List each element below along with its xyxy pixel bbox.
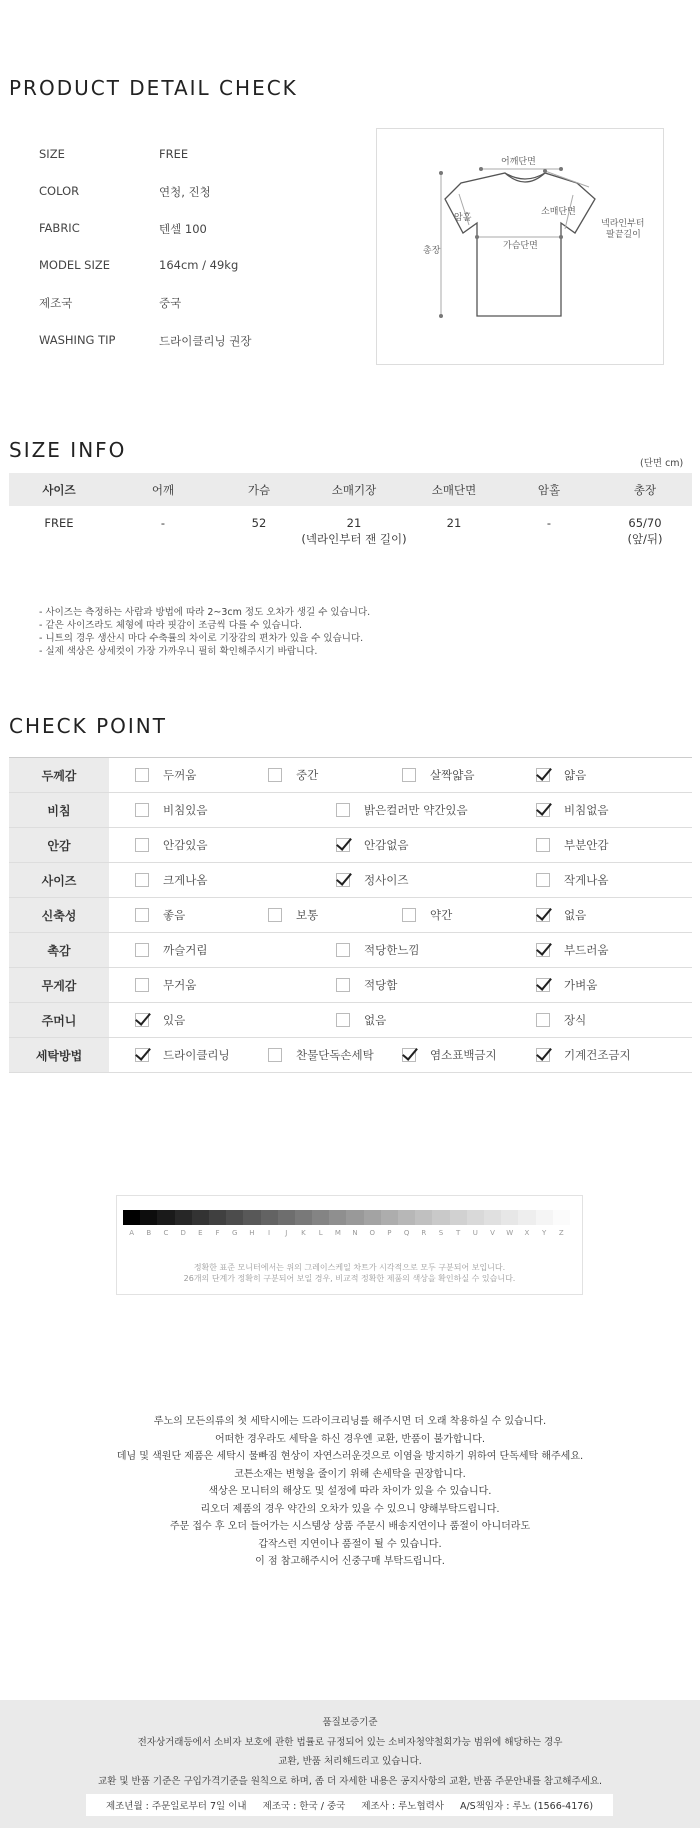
check-option[interactable] — [536, 758, 586, 792]
checkbox[interactable] — [536, 1013, 550, 1027]
footer-line: 전자상거래등에서 소비자 보호에 관한 법률로 규정되어 있는 소비자청약철회가능 범위에 해당하는 경우 — [137, 1736, 563, 1748]
size-note: - 같은 사이즈라도 체형에 따라 핏감이 조금씩 다를 수 있습니다. — [39, 620, 303, 631]
checkbox-checked[interactable] — [536, 908, 550, 922]
checkbox[interactable] — [135, 873, 149, 887]
check-option[interactable] — [536, 933, 608, 967]
checkbox-checked[interactable] — [336, 873, 350, 887]
check-option[interactable] — [336, 1003, 386, 1037]
check-option[interactable] — [336, 933, 420, 967]
detail-value: 164cm / 49kg — [159, 258, 239, 272]
checkbox-checked[interactable] — [536, 943, 550, 957]
detail-label: FABRIC — [39, 221, 80, 235]
detail-label: SIZE — [39, 147, 65, 161]
care-line: 어떠한 경우라도 세탁을 하신 경우엔 교환, 반품이 불가합니다. — [214, 1433, 486, 1445]
length-label: 총장 — [423, 246, 441, 256]
checkbox-checked[interactable] — [536, 1048, 550, 1062]
grayscale-letter: A — [129, 1229, 134, 1237]
size-cell-note: (넥라인부터 잰 길이) — [301, 532, 407, 546]
care-line: 데님 및 색원단 제품은 세탁시 물빠짐 현상이 자연스러운것으로 이염을 방지하기 위하여 단독세탁 해주세요. — [116, 1451, 584, 1462]
sleeve-width-label: 소매단면 — [541, 207, 576, 217]
check-option[interactable] — [135, 758, 196, 792]
grayscale-letter: Y — [541, 1229, 547, 1237]
checkbox[interactable] — [135, 768, 149, 782]
checkbox[interactable] — [135, 978, 149, 992]
grayscale-letter: D — [180, 1229, 186, 1237]
check-option[interactable] — [536, 863, 608, 897]
check-row-lining — [9, 828, 692, 863]
check-option[interactable] — [336, 793, 468, 827]
detail-value: 중국 — [159, 296, 182, 310]
grayscale-letter: O — [369, 1229, 375, 1237]
shoulder-label: 어깨단면 — [501, 157, 536, 167]
grayscale-letter: C — [163, 1229, 169, 1237]
check-point-title: CHECK POINT — [9, 714, 167, 738]
checkbox[interactable] — [135, 838, 149, 852]
detail-label: MODEL SIZE — [39, 258, 110, 272]
check-option[interactable] — [336, 863, 408, 897]
product-detail-title: PRODUCT DETAIL CHECK — [9, 76, 298, 100]
check-option[interactable] — [135, 828, 207, 862]
grayscale-letter: J — [285, 1229, 288, 1237]
footer-info-bar — [86, 1794, 613, 1816]
check-option[interactable] — [402, 758, 474, 792]
grayscale-letter: N — [352, 1229, 358, 1237]
grayscale-strip — [123, 1210, 570, 1225]
check-option-label: 무거움 — [163, 978, 197, 992]
footer-info-item: 제조국 : 한국 / 중국 — [262, 1801, 346, 1812]
check-row-label: 무게감 — [9, 968, 109, 1002]
check-option[interactable] — [536, 793, 608, 827]
grayscale-letter: U — [472, 1229, 478, 1237]
checkbox[interactable] — [135, 803, 149, 817]
check-option-label: 부드러움 — [564, 943, 609, 957]
size-cell: FREE — [44, 516, 74, 530]
grayscale-letter: S — [438, 1229, 444, 1237]
checkbox-checked[interactable] — [336, 838, 350, 852]
checkbox[interactable] — [135, 908, 149, 922]
grayscale-letter: M — [334, 1229, 341, 1237]
check-option-label: 기계건조금지 — [564, 1048, 631, 1062]
check-option-label: 얇음 — [564, 768, 587, 782]
checkbox-checked[interactable] — [135, 1048, 149, 1062]
grayscale-letter: W — [506, 1229, 514, 1237]
quality-guarantee-footer — [0, 1700, 700, 1828]
size-cell: 21 — [446, 516, 462, 530]
grayscale-letter: G — [232, 1229, 238, 1237]
check-option[interactable] — [536, 828, 608, 862]
checkbox-checked[interactable] — [135, 1013, 149, 1027]
check-option[interactable] — [135, 933, 207, 967]
size-cell: - — [546, 516, 552, 530]
check-option[interactable] — [336, 828, 408, 862]
checkbox[interactable] — [336, 978, 350, 992]
checkbox[interactable] — [536, 873, 550, 887]
check-row-label: 두께감 — [9, 758, 109, 792]
check-option[interactable] — [135, 898, 185, 932]
care-line: 이 점 참고해주시어 신중구매 부탁드립니다. — [255, 1556, 445, 1567]
check-option[interactable] — [135, 1038, 230, 1072]
check-row-touch — [9, 933, 692, 968]
check-option[interactable] — [135, 1003, 185, 1037]
checkbox[interactable] — [402, 908, 416, 922]
size-header-cell: 가슴 — [247, 483, 271, 497]
footer-line: 교환, 반품 처리해드리고 있습니다. — [278, 1756, 422, 1767]
care-line: 루노의 모든의류의 첫 세탁시에는 드라이크리닝를 해주시면 더 오래 착용하실 수 있습니다. — [153, 1416, 547, 1427]
grayscale-letter: P — [387, 1229, 392, 1237]
grayscale-letter: F — [215, 1229, 220, 1237]
detail-label: COLOR — [39, 184, 80, 198]
check-row-weight — [9, 968, 692, 1003]
footer-text — [0, 1713, 700, 1791]
checkbox[interactable] — [268, 768, 282, 782]
checkbox[interactable] — [336, 803, 350, 817]
detail-label: 제조국 — [39, 296, 73, 310]
grayscale-chart — [116, 1195, 583, 1295]
size-header-cell: 암홀 — [537, 483, 561, 497]
check-row-wash-method — [9, 1038, 692, 1073]
footer-info-item: 제조년월 : 주문일로부터 7일 이내 — [105, 1801, 247, 1812]
size-cell-note: (앞/뒤) — [627, 532, 663, 546]
detail-value: FREE — [159, 147, 189, 161]
size-header-cell: 사이즈 — [42, 483, 76, 497]
grayscale-letters — [123, 1229, 570, 1239]
check-row-label: 세탁방법 — [9, 1038, 109, 1072]
check-option-label: 까슬거림 — [163, 943, 208, 957]
footer-line: 교환 및 반품 기준은 구입가격기준을 원칙으로 하며, 좀 더 자세한 내용은 공지사항의 교환, 반품 주문안내를 참고해주세요. — [97, 1775, 603, 1787]
check-option[interactable] — [268, 1038, 374, 1072]
size-header-cell: 소매기장 — [331, 483, 377, 497]
check-option-label: 찬물단독손세탁 — [296, 1048, 374, 1062]
check-option-label: 밝은컬러만 약간있음 — [364, 803, 468, 817]
checkbox[interactable] — [135, 943, 149, 957]
check-option-label: 좋음 — [163, 908, 186, 922]
check-option[interactable] — [536, 1038, 631, 1072]
check-option-label: 크게나옴 — [163, 873, 208, 887]
check-option[interactable] — [536, 1003, 586, 1037]
tshirt-measure-diagram — [376, 128, 664, 365]
footer-info-item: A/S책임자 : 루노 (1566-4176) — [459, 1801, 594, 1812]
check-option[interactable] — [402, 898, 452, 932]
size-cell: 65/70 — [628, 516, 662, 530]
care-line: 리오더 제품의 경우 약간의 오차가 있을 수 있으니 양해부탁드립니다. — [200, 1503, 500, 1515]
grayscale-letter: H — [249, 1229, 255, 1237]
grayscale-letter: R — [421, 1229, 427, 1237]
check-option-label: 두꺼움 — [163, 768, 197, 782]
size-header-cell: 소매단면 — [431, 483, 477, 497]
care-line: 색상은 모니터의 해상도 및 설정에 따라 차이가 있을 수 있습니다. — [208, 1486, 492, 1497]
detail-label: WASHING TIP — [39, 333, 116, 347]
check-option-label: 부분안감 — [564, 838, 609, 852]
size-table-header — [9, 473, 692, 506]
check-row-thickness — [9, 758, 692, 793]
grayscale-letter: B — [146, 1229, 152, 1237]
check-option-label: 없음 — [564, 908, 587, 922]
checkbox-checked[interactable] — [402, 1048, 416, 1062]
check-option-label: 정사이즈 — [364, 873, 409, 887]
check-option[interactable] — [536, 968, 597, 1002]
size-header-cell: 어깨 — [151, 483, 175, 497]
check-option[interactable] — [536, 898, 586, 932]
check-row-label: 촉감 — [9, 933, 109, 967]
check-row-stretch — [9, 898, 692, 933]
checkbox-checked[interactable] — [536, 803, 550, 817]
check-option[interactable] — [268, 898, 318, 932]
check-option[interactable] — [135, 863, 207, 897]
detail-value: 드라이클리닝 권장 — [159, 334, 252, 348]
check-option-label: 약간 — [430, 908, 453, 922]
size-notes — [39, 606, 370, 658]
check-option-label: 작게나옴 — [564, 873, 609, 887]
grayscale-letter: T — [456, 1229, 461, 1237]
check-option-label: 비침있음 — [163, 803, 208, 817]
check-option-label: 적당한느낌 — [364, 943, 420, 957]
check-row-size — [9, 863, 692, 898]
checkbox-checked[interactable] — [536, 768, 550, 782]
check-row-sheer — [9, 793, 692, 828]
grayscale-letter: Z — [558, 1229, 564, 1237]
grayscale-letter: K — [301, 1229, 306, 1237]
grayscale-note — [117, 1262, 582, 1284]
size-note: - 실제 색상은 상세컷이 가장 가까우니 필히 확인해주시기 바랍니다. — [39, 646, 318, 657]
check-row-label: 안감 — [9, 828, 109, 862]
care-line: 주문 접수 후 오더 들어가는 시스템상 상품 주문시 배송지연이나 품절이 아니더라도 — [169, 1521, 531, 1532]
check-option[interactable] — [336, 968, 397, 1002]
size-cell: 52 — [251, 516, 267, 530]
check-option-label: 보통 — [296, 908, 319, 922]
check-option[interactable] — [402, 1038, 497, 1072]
check-option[interactable] — [268, 758, 318, 792]
grayscale-letter: X — [524, 1229, 530, 1237]
check-option[interactable] — [135, 968, 196, 1002]
grayscale-letter: E — [198, 1229, 203, 1237]
checkbox[interactable] — [536, 838, 550, 852]
check-option-label: 염소표백금지 — [430, 1048, 497, 1062]
check-option[interactable] — [135, 793, 207, 827]
check-row-label: 사이즈 — [9, 863, 109, 897]
care-line: 갑작스런 지연이나 품절이 될 수 있습니다. — [258, 1538, 442, 1550]
check-row-label: 주머니 — [9, 1003, 109, 1037]
check-option-label: 장식 — [564, 1013, 587, 1027]
size-cell: - — [160, 516, 166, 530]
grayscale-letter: Q — [403, 1229, 410, 1237]
footer-heading: 품질보증기준 — [322, 1717, 378, 1728]
check-option-label: 비침없음 — [564, 803, 609, 817]
neck-to-sleeve-label-2: 팔끝길이 — [606, 230, 641, 240]
check-option-label: 있음 — [163, 1013, 186, 1027]
check-row-label: 비침 — [9, 793, 109, 827]
size-cell: 21 — [346, 516, 362, 530]
checkbox[interactable] — [336, 1013, 350, 1027]
detail-value: 텐셀 100 — [159, 222, 207, 236]
checkbox-checked[interactable] — [536, 978, 550, 992]
size-table-row — [9, 516, 692, 556]
check-option-label: 드라이클리닝 — [163, 1048, 230, 1062]
care-line: 코튼소재는 변형을 줄이기 위해 손세탁을 권장합니다. — [234, 1468, 466, 1480]
size-note: - 사이즈는 측정하는 사람과 방법에 따라 2~3cm 정도 오차가 생길 수 있습니다. — [39, 607, 371, 618]
care-notice — [0, 1413, 700, 1571]
check-option-label: 가벼움 — [564, 978, 598, 992]
checkbox[interactable] — [336, 943, 350, 957]
detail-value: 연청, 진청 — [159, 185, 211, 199]
check-row-pocket — [9, 1003, 692, 1038]
check-option-label: 안감있음 — [163, 838, 208, 852]
grayscale-letter: L — [318, 1229, 323, 1237]
checkbox[interactable] — [268, 1048, 282, 1062]
check-option-label: 중간 — [296, 768, 319, 782]
size-header-cell: 총장 — [633, 483, 657, 497]
size-note: - 니트의 경우 생산시 마다 수축률의 차이로 기장감의 편차가 있을 수 있습니다. — [39, 633, 364, 644]
grayscale-letter: I — [268, 1229, 271, 1237]
armhole-label: 암홀 — [454, 213, 472, 223]
checkbox[interactable] — [402, 768, 416, 782]
check-option-label: 살짝얇음 — [430, 768, 475, 782]
grayscale-note-line: 26개의 단계가 정확히 구분되어 보일 경우, 비교적 정확한 제품의 색상을 확인하실 수 있습니다. — [183, 1274, 516, 1283]
checkbox[interactable] — [268, 908, 282, 922]
grayscale-letter: V — [490, 1229, 495, 1237]
size-info-title: SIZE INFO — [9, 438, 127, 462]
chest-label: 가슴단면 — [503, 241, 538, 251]
size-unit: (단면 cm) — [640, 458, 684, 469]
check-option-label: 없음 — [364, 1013, 387, 1027]
grayscale-note-line: 정확한 표준 모니터에서는 위의 그레이스케일 차트가 시각적으로 모두 구분되어 보입니다. — [193, 1263, 506, 1272]
footer-info-item: 제조사 : 루노협력사 — [361, 1801, 444, 1812]
check-option-label: 적당함 — [364, 978, 398, 992]
check-option-label: 안감없음 — [364, 838, 409, 852]
check-row-label: 신축성 — [9, 898, 109, 932]
neck-to-sleeve-label-1: 넥라인부터 — [601, 219, 645, 229]
